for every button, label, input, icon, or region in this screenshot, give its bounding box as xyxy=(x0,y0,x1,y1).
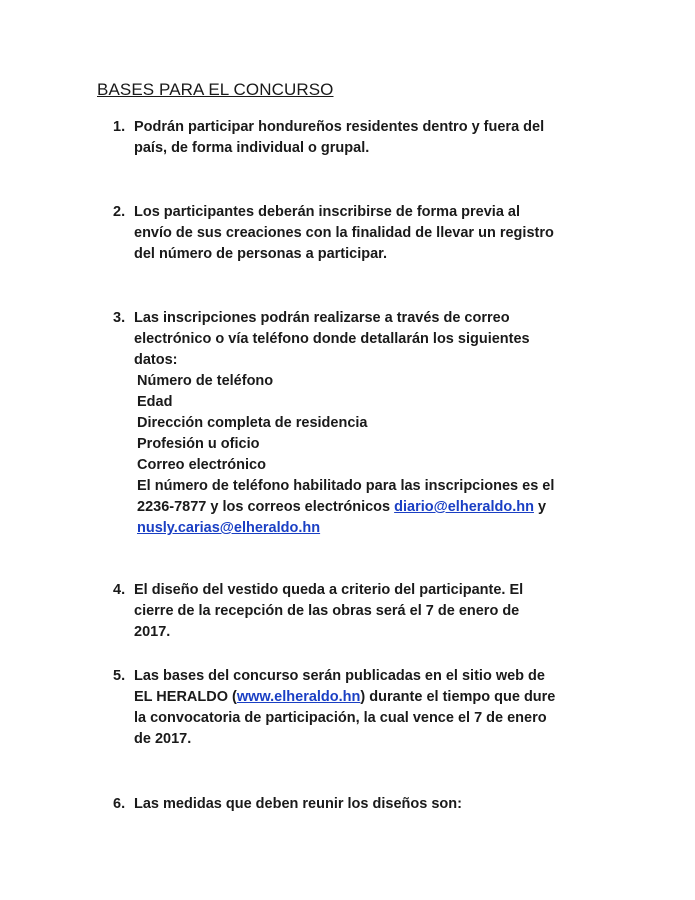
item-text-line: datos: xyxy=(134,352,178,368)
item-text-before-link: EL HERALDO ( xyxy=(134,689,237,705)
item-number: 5. xyxy=(113,668,126,684)
email-link-nusly[interactable]: nusly.carias@elheraldo.hn xyxy=(137,520,321,536)
contact-line-3 xyxy=(137,518,613,539)
contact-line-1: El número de teléfono habilitado para las inscripciones es el xyxy=(137,478,555,494)
item-text-line: Las inscripciones podrán realizarse a través de correo xyxy=(134,310,510,326)
item-text-line: cierre de la recepción de las obras será el 7 de enero de xyxy=(134,603,520,619)
item-number: 2. xyxy=(113,204,126,220)
item-number: 3. xyxy=(113,310,126,326)
item-text-line: de 2017. xyxy=(134,731,192,747)
list-item-5 xyxy=(113,666,613,750)
page-title: BASES PARA EL CONCURSO xyxy=(97,80,334,99)
item-text-line: electrónico o vía teléfono donde detallarán los siguientes xyxy=(134,331,530,347)
item-text-after-link: ) durante el tiempo que dure xyxy=(360,689,556,705)
field-profession: Profesión u oficio xyxy=(137,436,260,452)
item-text-line: país, de forma individual o grupal. xyxy=(134,140,370,156)
item-text-line: envío de sus creaciones con la finalidad de llevar un registro xyxy=(134,225,554,241)
item-text-line: Los participantes deberán inscribirse de forma previa al xyxy=(134,204,520,220)
contact-and: y xyxy=(533,499,547,515)
field-phone: Número de teléfono xyxy=(137,373,274,389)
item-number: 1. xyxy=(113,119,126,135)
website-link[interactable]: www.elheraldo.hn xyxy=(236,689,361,705)
item-text-line: Podrán participar hondureños residentes dentro y fuera del xyxy=(134,119,545,135)
email-link-diario[interactable]: diario@elheraldo.hn xyxy=(394,499,534,515)
list-item-3 xyxy=(113,308,613,539)
list-item-6 xyxy=(113,794,613,815)
list-item-4 xyxy=(113,580,613,643)
item-text-line: del número de personas a participar. xyxy=(134,246,388,262)
item-text-line: Las medidas que deben reunir los diseños son: xyxy=(134,796,462,812)
item-number: 4. xyxy=(113,582,126,598)
contact-line-2 xyxy=(137,497,613,518)
item-text-line: El diseño del vestido queda a criterio del participante. El xyxy=(134,582,524,598)
contact-line-2-text: 2236-7877 y los correos electrónicos xyxy=(137,499,395,515)
item-text-line: 2017. xyxy=(134,624,171,640)
list-item-2 xyxy=(113,202,613,265)
item-text-line xyxy=(134,687,613,708)
item-number: 6. xyxy=(113,796,126,812)
field-address: Dirección completa de residencia xyxy=(137,415,368,431)
list-item-1 xyxy=(113,117,613,159)
item-text-line: Las bases del concurso serán publicadas en el sitio web de xyxy=(134,668,545,684)
item-text-line: la convocatoria de participación, la cual vence el 7 de enero xyxy=(134,710,547,726)
field-email: Correo electrónico xyxy=(137,457,266,473)
field-age: Edad xyxy=(137,394,173,410)
